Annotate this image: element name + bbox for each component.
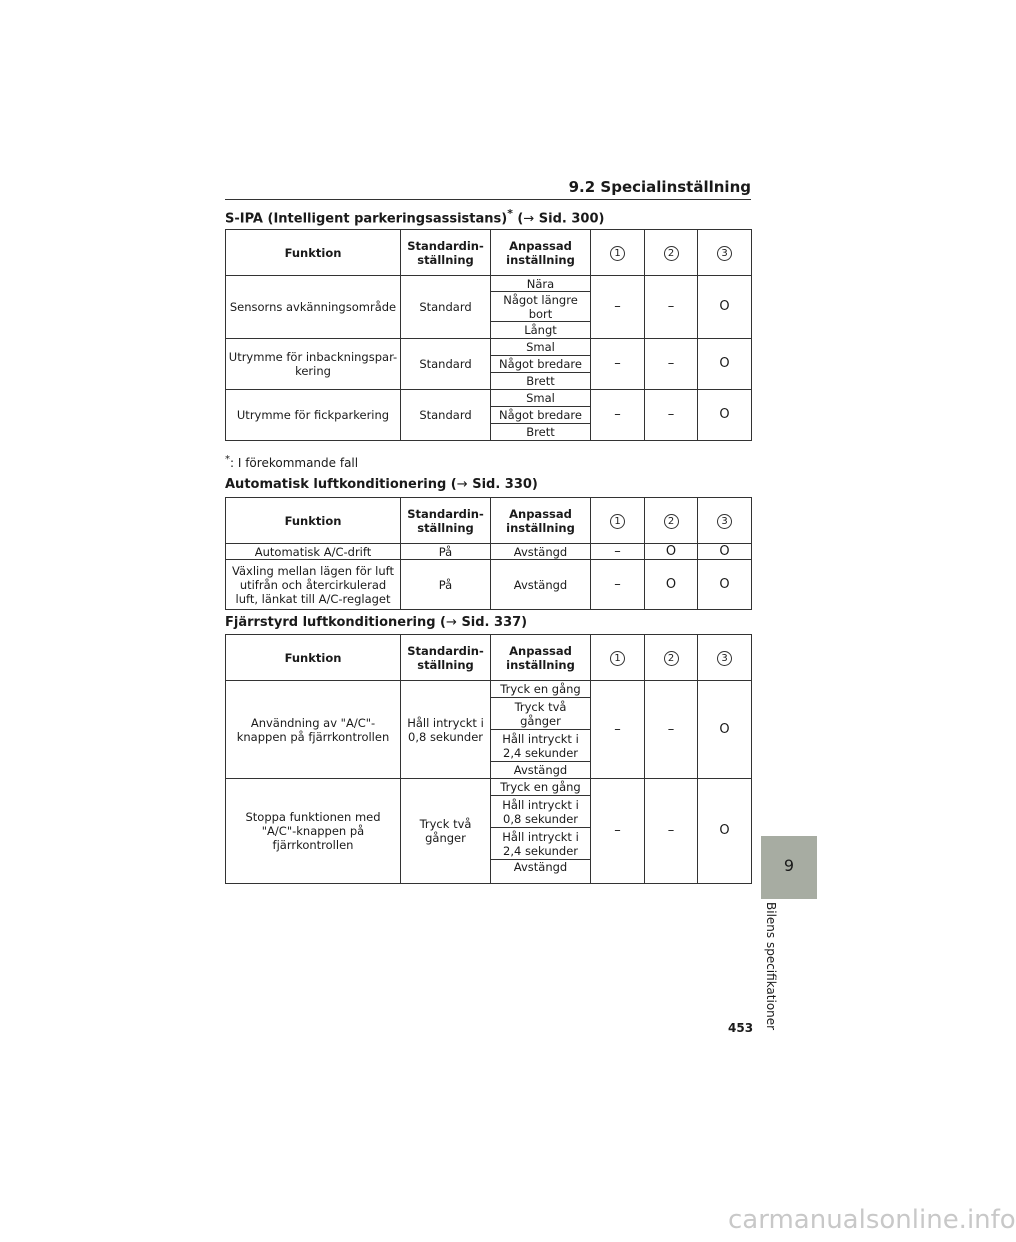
col-funktion: Funktion: [226, 498, 401, 544]
ref-arrow-icon: →: [446, 615, 457, 630]
function-cell: Användning av "A/C"-knappen på fjärrkontrollen: [226, 681, 401, 779]
default-cell: På: [401, 560, 491, 610]
function-cell: Stoppa funktionen med "A/C"-knappen på fjärrkontrollen: [226, 779, 401, 884]
mark-cell: O: [698, 560, 752, 610]
option-cell: Avstängd: [491, 860, 591, 884]
option-cell: Smal: [491, 339, 591, 356]
table-row: [226, 339, 752, 356]
option-cell: Brett: [491, 373, 591, 390]
col-funktion: Funktion: [226, 635, 401, 681]
circled-3-icon: 3: [717, 651, 732, 666]
function-cell: Automatisk A/C-drift: [226, 544, 401, 560]
auto-ac-table: [225, 497, 752, 610]
circled-2-icon: 2: [664, 651, 679, 666]
table-row: [226, 544, 752, 560]
mark-cell: O: [698, 681, 752, 779]
table-row: [226, 779, 752, 796]
option-cell: Långt: [491, 322, 591, 339]
mark-cell: –: [645, 681, 698, 779]
mark-cell: –: [591, 390, 645, 441]
sipa-ref-link[interactable]: Sid. 300): [538, 211, 605, 227]
mark-cell: –: [645, 779, 698, 884]
col-3: [698, 498, 752, 544]
mark-cell: –: [591, 560, 645, 610]
col-2: [645, 635, 698, 681]
col-standard: Standardin-ställning: [401, 230, 491, 276]
mark-cell: O: [698, 276, 752, 339]
circled-2-icon: 2: [664, 514, 679, 529]
header-rule: [225, 199, 751, 200]
col-1: [591, 230, 645, 276]
mark-cell: –: [645, 390, 698, 441]
col-2: [645, 498, 698, 544]
footnote-mark: *: [225, 454, 230, 465]
mark-cell: –: [591, 779, 645, 884]
col-anpassad: Anpassad inställning: [491, 230, 591, 276]
page-number: 453: [728, 1021, 754, 1035]
default-cell: Standard: [401, 339, 491, 390]
option-cell: Tryck en gång: [491, 681, 591, 698]
col-anpassad: Anpassad inställning: [491, 498, 591, 544]
option-cell: Håll intryckt i 0,8 sekunder: [491, 796, 591, 828]
table-row: [226, 276, 752, 292]
circled-1-icon: 1: [610, 246, 625, 261]
option-cell: Avstängd: [491, 544, 591, 560]
table-header-row: [226, 230, 752, 276]
chapter-label-text: Bilens specifikationer: [764, 902, 778, 1031]
option-cell: Något längre bort: [491, 292, 591, 322]
remote-ac-title-text: Fjärrstyrd luftkonditionering (: [225, 615, 446, 630]
default-cell: Tryck två gånger: [401, 779, 491, 884]
footnote: [225, 454, 358, 470]
mark-cell: –: [645, 276, 698, 339]
asterisk: *: [507, 207, 513, 220]
col-standard: Standardin-ställning: [401, 498, 491, 544]
chapter-number: 9: [783, 856, 795, 875]
col-funktion: Funktion: [226, 230, 401, 276]
default-cell: Standard: [401, 390, 491, 441]
option-cell: Nära: [491, 276, 591, 292]
mark-cell: –: [591, 276, 645, 339]
mark-cell: O: [698, 390, 752, 441]
mark-cell: –: [591, 544, 645, 560]
option-cell: Håll intryckt i 2,4 sekunder: [491, 828, 591, 860]
sipa-title: [225, 207, 604, 226]
mark-cell: O: [645, 544, 698, 560]
section-title: 9.2 Specialinställning: [568, 178, 751, 196]
function-cell: Sensorns avkänningsområde: [226, 276, 401, 339]
circled-1-icon: 1: [610, 651, 625, 666]
col-3: [698, 230, 752, 276]
option-cell: Något bredare: [491, 356, 591, 373]
remote-ac-ref-link[interactable]: Sid. 337): [461, 615, 528, 630]
watermark: carmanualsonline.info: [728, 1205, 1016, 1235]
table-header-row: [226, 498, 752, 544]
mark-cell: O: [698, 544, 752, 560]
col-2: [645, 230, 698, 276]
option-cell: Tryck en gång: [491, 779, 591, 796]
default-cell: På: [401, 544, 491, 560]
table-row: [226, 560, 752, 610]
circled-1-icon: 1: [610, 514, 625, 529]
function-cell: Utrymme för inbackningspar-kering: [226, 339, 401, 390]
mark-cell: O: [698, 779, 752, 884]
option-cell: Smal: [491, 390, 591, 407]
remote-ac-table: [225, 634, 752, 884]
option-cell: Avstängd: [491, 762, 591, 779]
table-row: [226, 681, 752, 698]
col-standard: Standardin-ställning: [401, 635, 491, 681]
mark-cell: –: [591, 339, 645, 390]
option-cell: Tryck två gånger: [491, 698, 591, 730]
ref-arrow-icon: →: [456, 477, 468, 492]
auto-ac-title-text: Automatisk luftkonditionering (: [225, 477, 457, 492]
ref-arrow-icon: →: [523, 211, 535, 227]
mark-cell: O: [698, 339, 752, 390]
mark-cell: O: [645, 560, 698, 610]
mark-cell: –: [645, 339, 698, 390]
chapter-label: [762, 902, 782, 1032]
circled-3-icon: 3: [717, 514, 732, 529]
option-cell: Håll intryckt i 2,4 sekunder: [491, 730, 591, 762]
function-cell: Växling mellan lägen för luft utifrån och återcirkulerad luft, länkat till A/C-reglaget: [226, 560, 401, 610]
page-header: [225, 178, 751, 200]
ref-prefix: (: [517, 211, 524, 227]
auto-ac-title: [225, 477, 538, 492]
chapter-tab[interactable]: [761, 836, 817, 899]
remote-ac-title: [225, 615, 527, 630]
footnote-text: : I förekommande fall: [230, 456, 359, 470]
table-header-row: [226, 635, 752, 681]
col-3: [698, 635, 752, 681]
circled-3-icon: 3: [717, 246, 732, 261]
sipa-table: [225, 229, 752, 441]
circled-2-icon: 2: [664, 246, 679, 261]
table-row: [226, 390, 752, 407]
default-cell: Standard: [401, 276, 491, 339]
option-cell: Något bredare: [491, 407, 591, 424]
col-anpassad: Anpassad inställning: [491, 635, 591, 681]
auto-ac-ref-link[interactable]: Sid. 330): [472, 477, 538, 492]
col-1: [591, 635, 645, 681]
function-cell: Utrymme för fickparkering: [226, 390, 401, 441]
sipa-title-text: S-IPA (Intelligent parkeringsassistans): [225, 211, 508, 227]
option-cell: Brett: [491, 424, 591, 441]
option-cell: Avstängd: [491, 560, 591, 610]
default-cell: Håll intryckt i 0,8 sekunder: [401, 681, 491, 779]
mark-cell: –: [591, 681, 645, 779]
col-1: [591, 498, 645, 544]
